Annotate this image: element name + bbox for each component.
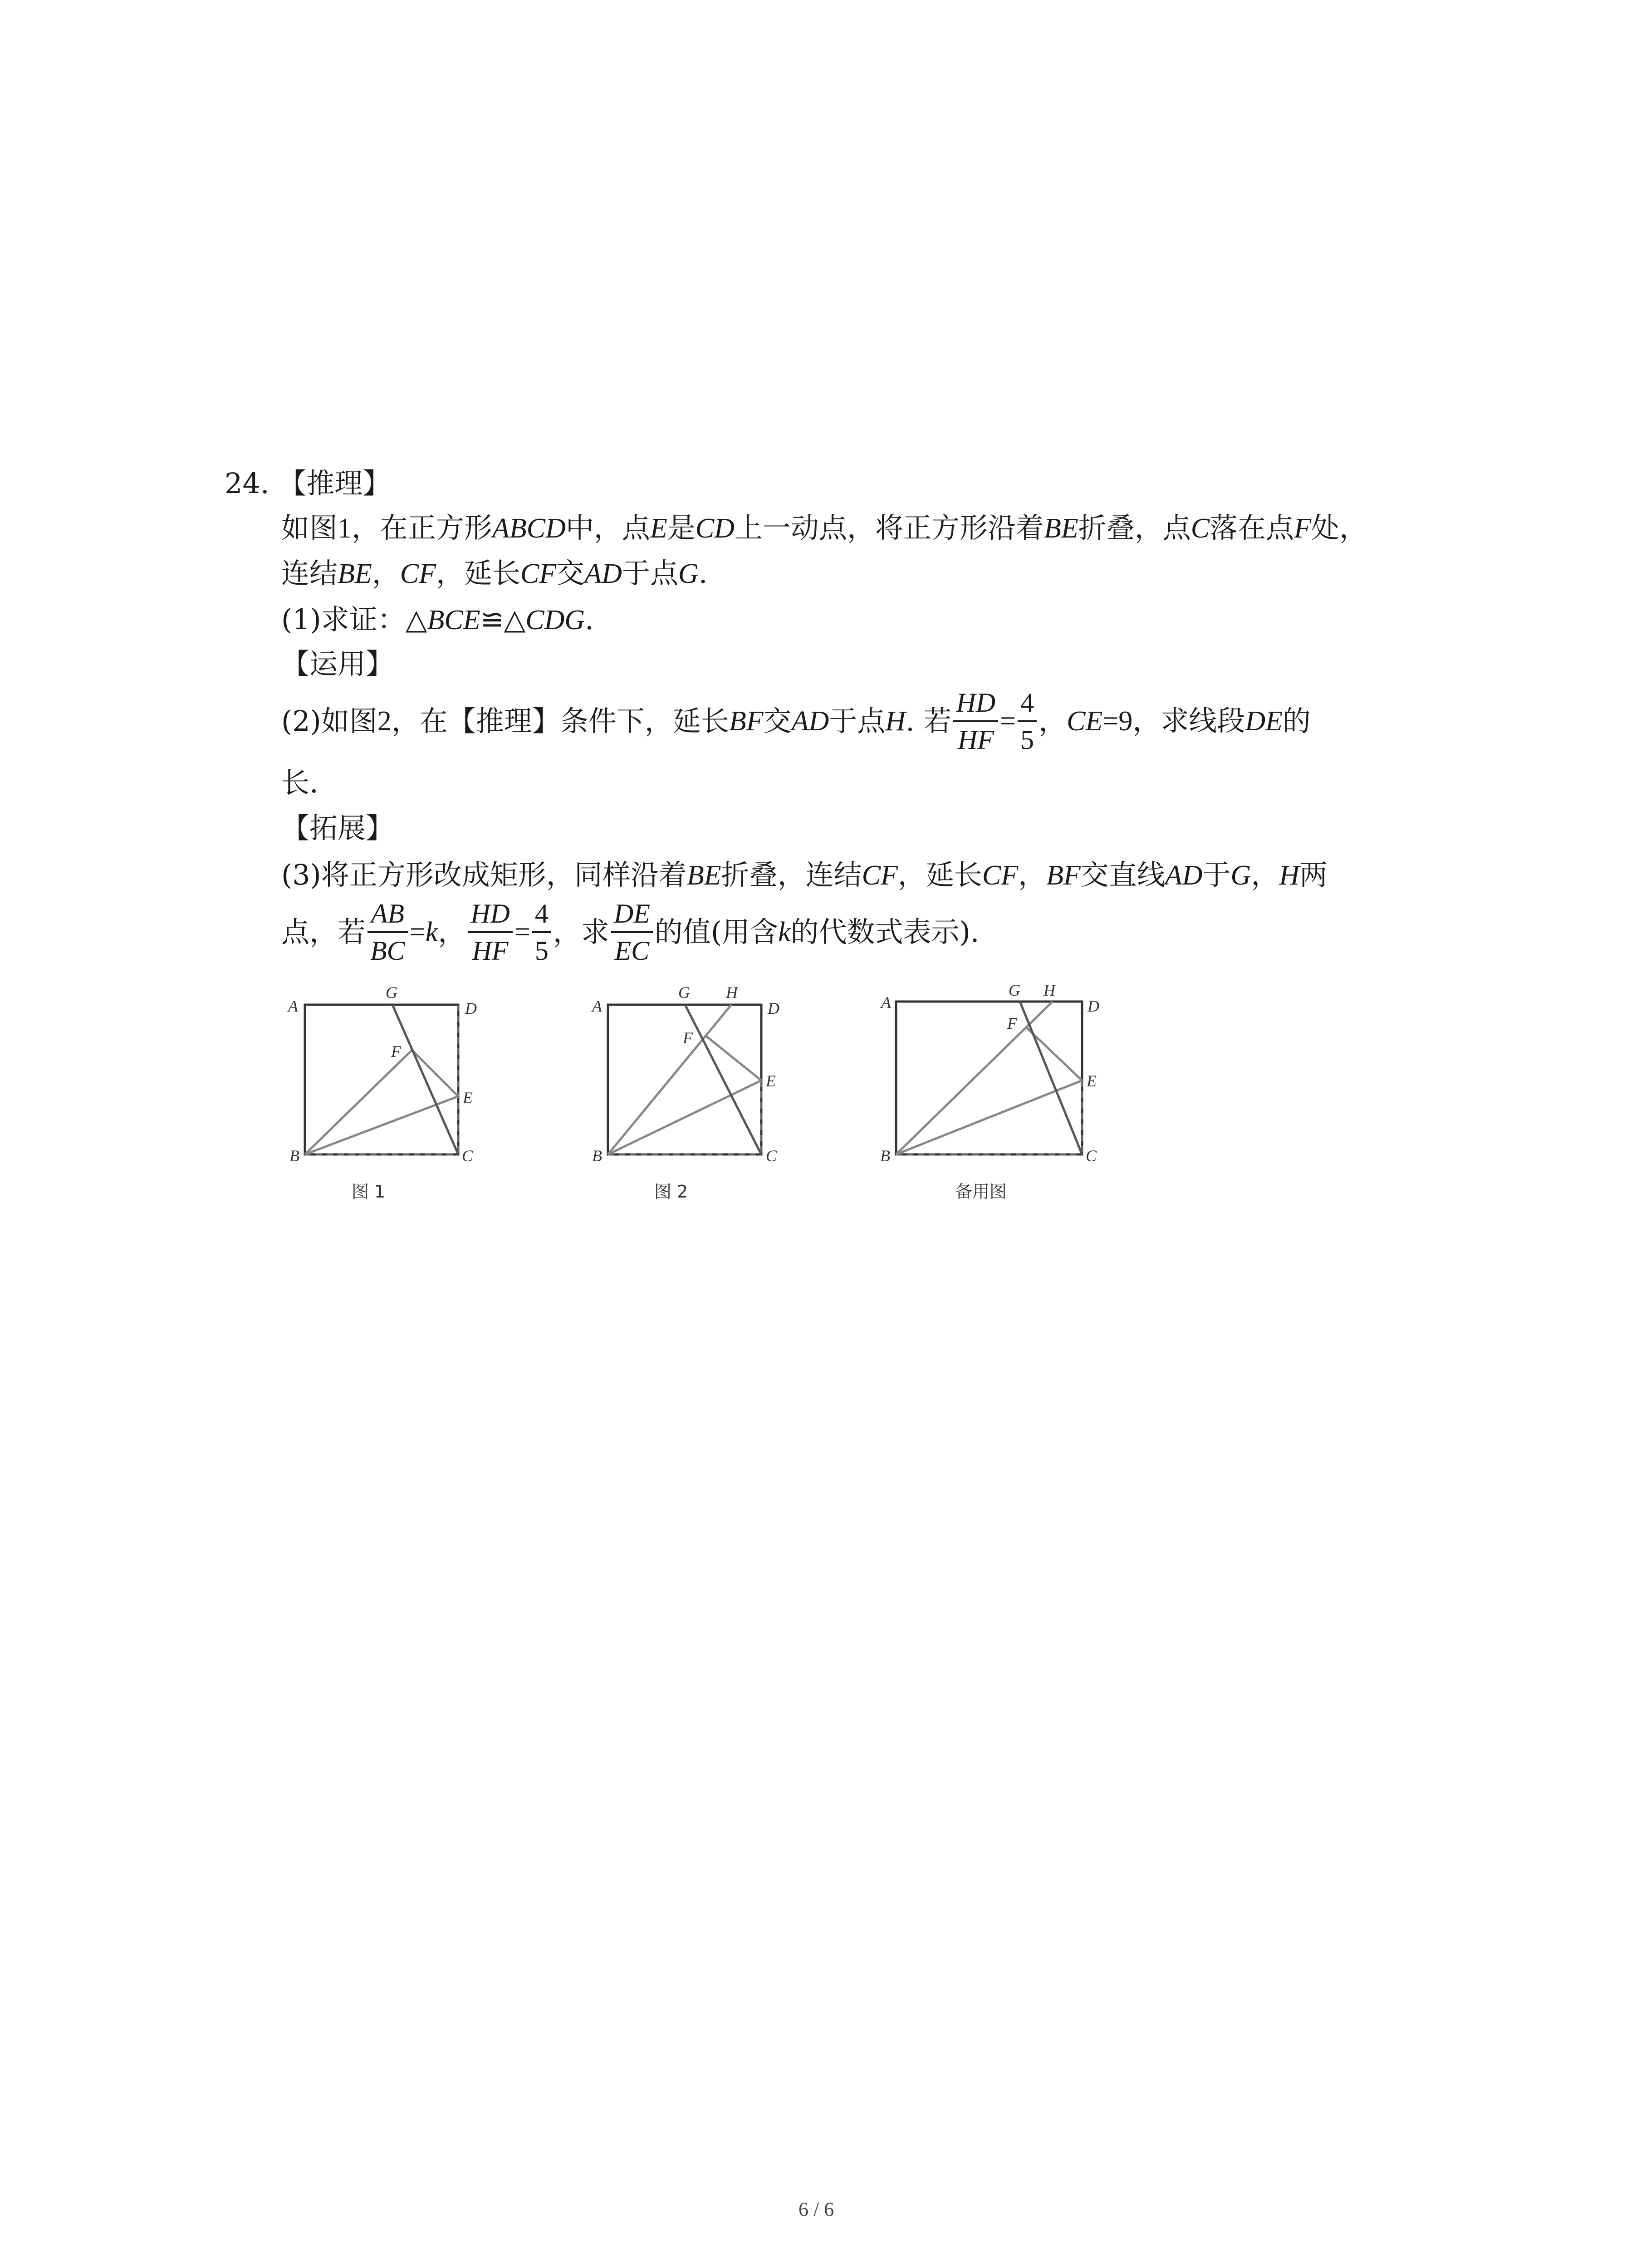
label-a: A	[881, 993, 891, 1012]
segment-gc	[392, 1005, 458, 1154]
label-b: B	[592, 1147, 602, 1165]
segment-fe	[412, 1050, 458, 1096]
figure-1	[305, 1005, 458, 1154]
label-b: B	[880, 1147, 890, 1165]
text: 的值(用含	[654, 915, 779, 948]
frac-denominator: 5	[534, 936, 549, 966]
math: k	[778, 917, 791, 948]
text: ，延长	[897, 858, 982, 891]
figure-backup-caption: 备用图	[955, 1182, 1007, 1202]
text: 的	[1283, 704, 1311, 738]
segment-gc	[685, 1005, 761, 1154]
text: ，	[1251, 858, 1279, 891]
math: k	[425, 917, 438, 948]
text: 【拓展】	[281, 811, 394, 845]
math: G	[1230, 860, 1251, 891]
label-h: H	[726, 983, 738, 1002]
math: BE	[1043, 513, 1078, 544]
math: BCE	[427, 605, 480, 635]
label-d: D	[768, 999, 779, 1017]
text: 落在点	[1210, 511, 1294, 544]
frac-numerator: 4	[532, 899, 551, 933]
frac-numerator: HD	[953, 688, 998, 722]
text: 如图	[281, 511, 338, 544]
math: CF	[520, 558, 557, 589]
text: 连结	[281, 557, 338, 590]
text: 2	[377, 706, 392, 737]
frac-numerator: HD	[468, 899, 513, 933]
text: 中，点	[565, 511, 650, 544]
segment-be	[896, 1080, 1082, 1154]
label-h: H	[1043, 981, 1055, 999]
math: CF	[982, 860, 1019, 891]
segment-fe	[705, 1036, 761, 1080]
text: ，	[1038, 704, 1067, 738]
figure-1-labels	[287, 983, 477, 1202]
math: H	[1279, 860, 1300, 891]
page-number: 6 / 6	[798, 2198, 834, 2220]
segment-bf	[305, 1050, 412, 1154]
label-f: F	[1007, 1014, 1017, 1032]
frac-numerator: 4	[1018, 688, 1037, 722]
label-b: B	[289, 1147, 299, 1165]
text: 长.	[281, 766, 318, 799]
text: .	[698, 557, 708, 590]
text: . 若	[906, 704, 952, 738]
segment-gc	[1020, 1002, 1082, 1154]
text: 于点	[622, 557, 678, 590]
segment-be	[608, 1080, 761, 1154]
text: ，求	[553, 915, 609, 948]
text: ≌△	[480, 603, 526, 636]
rectangle-abcd	[896, 1002, 1082, 1154]
text: 上一动点，将正方形沿着	[734, 511, 1044, 544]
frac-denominator: HF	[472, 936, 509, 966]
frac-denominator: HF	[957, 725, 994, 755]
text: (3)将正方形改成矩形，同样沿着	[281, 858, 687, 891]
math: H	[885, 706, 906, 737]
math: AD	[791, 706, 829, 737]
frac-denominator: BC	[370, 936, 405, 966]
figure-2-labels	[591, 983, 779, 1202]
text: 点，若	[281, 915, 366, 948]
math: BF	[1046, 860, 1081, 891]
text: ，在【推理】条件下，延长	[391, 704, 729, 738]
label-e: E	[463, 1089, 473, 1107]
section-reasoning-heading: 【推理】	[278, 467, 391, 500]
label-d: D	[465, 999, 477, 1017]
label-g: G	[386, 983, 397, 1002]
text: =	[409, 917, 426, 948]
frac-numerator: DE	[611, 899, 653, 933]
label-c: C	[766, 1147, 777, 1165]
figure-backup	[896, 1002, 1082, 1154]
label-c: C	[1086, 1147, 1097, 1165]
text: 【运用】	[281, 647, 394, 680]
text: 交	[556, 557, 585, 590]
text: =	[1000, 706, 1016, 737]
question-number-text: 24.	[225, 467, 269, 500]
text: =	[514, 917, 530, 948]
label-d: D	[1087, 997, 1099, 1015]
segment-be	[305, 1096, 458, 1154]
math: F	[1294, 513, 1311, 544]
label-c: C	[462, 1147, 473, 1165]
label-f: F	[683, 1029, 693, 1047]
label-f: F	[391, 1042, 401, 1061]
text: 折叠，点	[1078, 511, 1191, 544]
math: AD	[1165, 860, 1203, 891]
math: DE	[1245, 706, 1283, 737]
figure-1-caption: 图 1	[352, 1182, 386, 1202]
text: 两	[1299, 858, 1328, 891]
math: ABCD	[492, 513, 566, 544]
label-e: E	[1087, 1072, 1097, 1090]
label-a: A	[288, 997, 298, 1015]
text: ，	[1018, 858, 1047, 891]
text: ，	[438, 915, 466, 948]
text: 于点	[829, 704, 886, 738]
text: .	[585, 603, 594, 636]
label-a: A	[592, 997, 602, 1015]
text: 折叠，连结	[721, 858, 862, 891]
figure-backup-labels	[880, 981, 1099, 1202]
text: (1)求证：△	[281, 603, 427, 636]
math: BE	[338, 558, 372, 589]
math: BF	[729, 706, 764, 737]
text: 交直线	[1080, 858, 1165, 891]
text: 处，	[1311, 511, 1367, 544]
math: C	[1190, 513, 1210, 544]
text: ，	[372, 557, 400, 590]
math: CD	[695, 513, 735, 544]
math: CE	[1067, 706, 1103, 737]
figure-2	[608, 1005, 761, 1154]
text: =9，求线段	[1102, 706, 1245, 737]
text: 1	[338, 513, 352, 544]
label-e: E	[766, 1072, 776, 1090]
text: 是	[667, 511, 696, 544]
math: CF	[400, 558, 436, 589]
frac-denominator: 5	[1020, 725, 1034, 755]
math: BE	[686, 860, 721, 891]
math: G	[678, 558, 699, 589]
frac-numerator: AB	[367, 899, 408, 933]
math: CDG	[525, 605, 585, 635]
text: ，在正方形	[352, 511, 493, 544]
text: 于	[1202, 858, 1231, 891]
text: 交	[763, 704, 792, 738]
math: E	[650, 513, 667, 544]
math: CF	[862, 860, 898, 891]
frac-denominator: EC	[614, 936, 650, 966]
segment-bh	[608, 1005, 731, 1154]
text: (2)如图	[281, 704, 377, 738]
label-g: G	[1009, 981, 1020, 999]
math: AD	[584, 558, 622, 589]
text: ，延长	[436, 557, 521, 590]
text: 的代数式表示).	[790, 915, 980, 948]
square-abcd	[608, 1005, 761, 1154]
figure-2-caption: 图 2	[654, 1182, 688, 1202]
label-g: G	[678, 983, 690, 1002]
